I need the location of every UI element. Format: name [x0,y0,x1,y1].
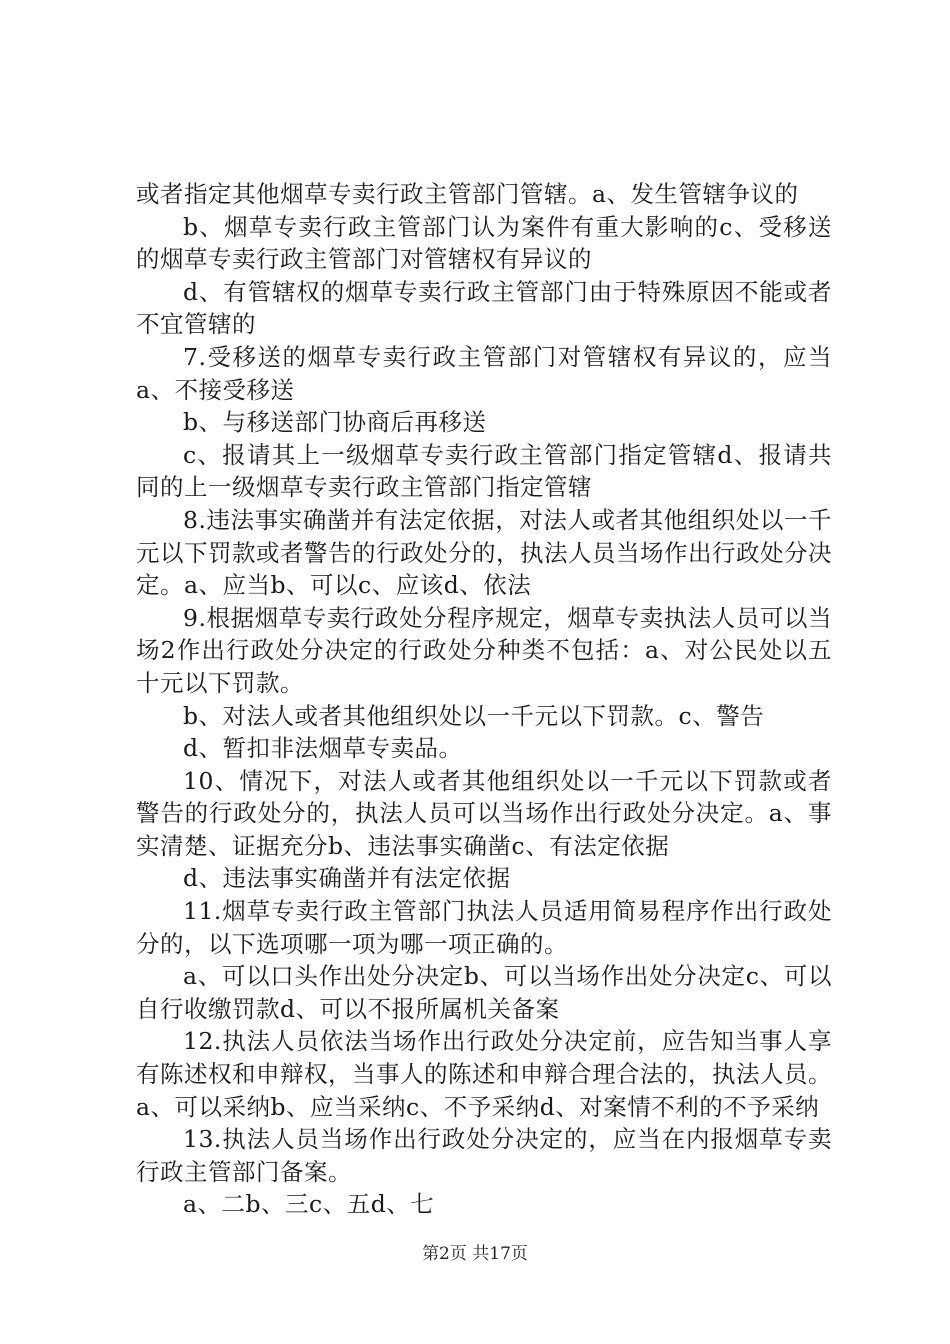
question-9: 9.根据烟草专卖行政处分程序规定，烟草专卖执法人员可以当场2作出行政处分决定的行政处分种类不包括：a、对公民处以五十元以下罚款。 [136,603,832,697]
question-11: 11.烟草专卖行政主管部门执法人员适用简易程序作出行政处分的，以下选项哪一项为哪一项正确的。 [136,897,832,958]
question-8: 8.违法事实确凿并有法定依据，对法人或者其他组织处以一千元以下罚款或者警告的行政处分的，执法人员当场作出行政处分决定。a、应当b、可以c、应该d、依法 [136,505,832,600]
question-12: 12.执法人员依法当场作出行政处分决定前，应告知当事人享有陈述权和申辩权，当事人的陈述和申辩合理合法的，执法人员。a、可以采纳b、应当采纳c、不予采纳d、对案情不利的不予采纳 [136,1027,832,1121]
page-number-footer: 第2页 共17页 [422,1244,528,1264]
paragraph-continuation: 或者指定其他烟草专卖行政主管部门管辖。a、发生管辖争议的 [136,180,799,208]
question-13: 13.执法人员当场作出行政处分决定的，应当在内报烟草专卖行政主管部门备案。 [136,1125,832,1186]
question-10: 10、情况下，对法人或者其他组织处以一千元以下罚款或者警告的行政处分的，执法人员可以当场作出行政处分决定。a、事实清楚、证据充分b、违法事实确凿c、有法定依据 [136,766,832,860]
question-10-option-d: d、违法事实确凿并有法定依据 [183,864,511,893]
question-9-option-b-c: b、对法人或者其他组织处以一千元以下罚款。c、警告 [183,701,765,730]
question-7: 7.受移送的烟草专卖行政主管部门对管辖权有异议的，应当a、不接受移送 [136,342,832,404]
question-7-option-b: b、与移送部门协商后再移送 [183,408,487,437]
question-13-options: a、二b、三c、五d、七 [183,1190,435,1219]
document-body [136,178,832,1221]
question-7-option-c-d: c、报请其上一级烟草专卖行政主管部门指定管辖d、报请共同的上一级烟草专卖行政主管部门指定管辖 [136,440,832,502]
question-9-option-d: d、暂扣非法烟草专卖品。 [183,734,463,763]
question-11-options: a、可以口头作出处分决定b、可以当场作出处分决定c、可以自行收缴罚款d、可以不报所属机关备案 [136,962,832,1023]
paragraph-option-b-c: b、烟草专卖行政主管部门认为案件有重大影响的c、受移送的烟草专卖行政主管部门对管辖权有异议的 [136,212,832,274]
paragraph-option-d: d、有管辖权的烟草专卖行政主管部门由于特殊原因不能或者不宜管辖的 [136,277,832,339]
